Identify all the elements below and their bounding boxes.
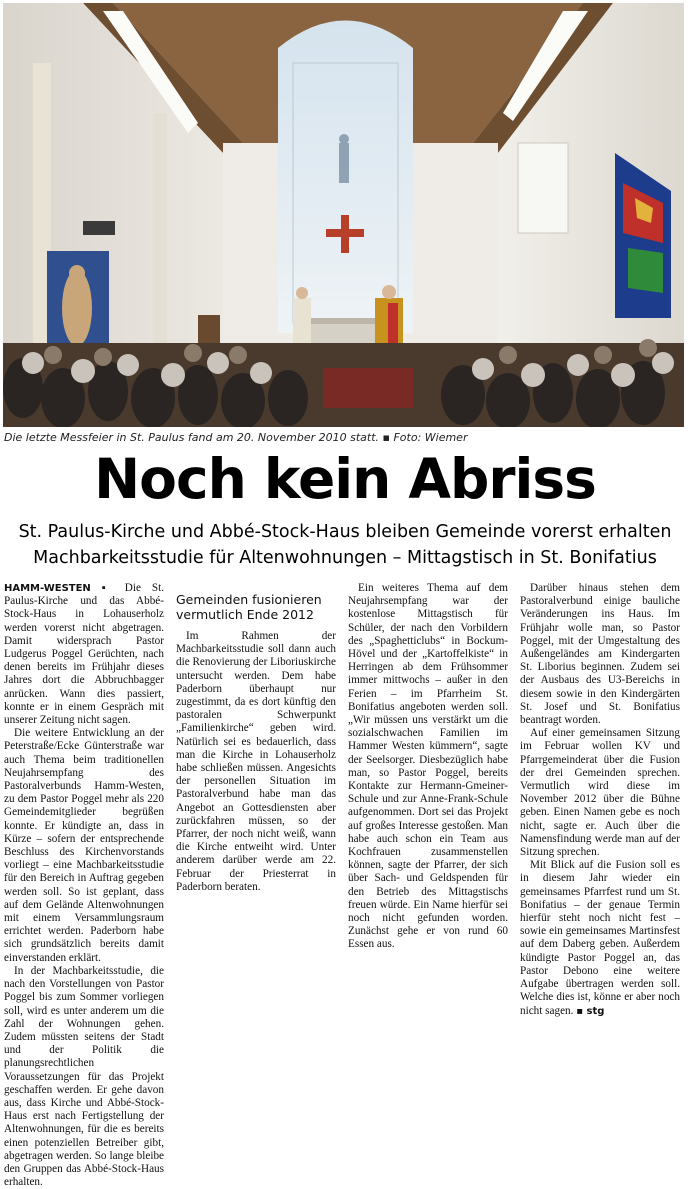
article-paragraph: Im Rahmen der Machbarkeitsstudie soll dann auch die Renovierung der Liboriuskirche untersucht werden. Dem habe Paderborn überhaupt nur zugestimmt, da es dort künftig den pastoralen Schwerpunkt „Familienkirche“ geben wird. Natürlich sei es bedauerlich, dass man die Kirche in Lohauserholz habe schließen müssen. Angesichts der personellen Situation im Pastoralverbund habe man das Angebot an Gottesdiensten aber zurückfahren müssen, so der Pfarrer, der noch nicht weiß, wann die Kirche entweiht wird. Unter anderem darüber werde am 22. Februar der Priesterrat in Paderborn beraten. — [176, 630, 336, 893]
article-paragraph: Ein weiteres Thema auf dem Neujahrsempfang war der kostenlose Mittagstisch für Schüler, der nach den Vorbildern des „Spaghetticlubs“ in Bockum-Hövel und der „Kartoffelkiste“ in Herringen ab dem Frühsommer immer mittwochs – außer in den Ferien – im Pfarrheim St. Bonifatius angeboten werden soll. „Wir müssen uns verstärkt um die sozialschwachen Familien im Hammer Westen kümmern“, sagte der Seelsorger. Diesbezüglich habe man, so Pastor Poggel, bereits Kontakte zur Hermann-Gmeiner-Schule und zur Anne-Frank-Schule aufgenommen. Dort sei das Projekt auf großes Interesse gestoßen. Man habe auch schon ein Team aus Kochfrauen zusammenstellen können, sagte der Pfarrer, der sich über Sach- und Geldspenden für den Betrieb des Mittagstischs freuen würde. Ein Name hierfür sei noch nicht gefunden worden. Zunächst gehe er von rund 60 Essen aus. — [348, 582, 508, 951]
dateline: HAMM-WESTEN — [4, 583, 91, 594]
headline: Noch kein Abriss — [94, 447, 596, 511]
article-paragraph: In der Machbarkeitsstudie, die nach den Vorstellungen von Pastor Poggel bis zum Sommer vorliegen soll, wird es unter anderem um die Zahl der Wohnungen gehen. Zudem müssten seitens der Stadt und der Politik die planungsrechtlichen Voraussetzungen für das Projekt geschaffen werden. Er gehe davon aus, dass Kirche und Abbé-Stock-Haus erst nach Fertigstellung der Altenwohnungen, für die es bereits einen potenziellen Betreiber gibt, abgetragen werden. So lange bleibe den Gruppen das Abbé-Stock-Haus erhalten. — [4, 964, 164, 1189]
article-paragraph: Auf einer gemeinsamen Sitzung im Februar wollen KV und Pfarrgemeinderat über die Fusion der drei Gemeinden sprechen. Vermutlich wird diese im November 2012 über die Bühne geben. Einen Namen gebe es noch nicht, sagte er. Auch über die Namensfindung werde man auf der Sitzung sprechen. — [520, 727, 680, 859]
paragraph-text: Mit Blick auf die Fusion soll es in diesem Jahr wieder ein gemeinsames Pfarrfest rund um St. Bonifatius – der genaue Termin hierfür steht noch nicht fest – sowie ein gemeinsames Martinsfest auf dem Daberg geben. Außerdem kündigte Pastor Poggel an, das Pastor Debono eine weitere Aufgabe übertragen werden soll. Welche dies ist, könne er aber noch nicht sagen. — [520, 859, 680, 1017]
author-signature: ▪ stg — [576, 1005, 605, 1017]
lead-text: ▪ Die St. Paulus-Kirche und das Abbé-Stock-Haus in Lohauserholz werden vorerst nicht abgetragen. Damit widersprach Pastor Ludgerus Poggel Gerüchten, nach denen bereits im Frühjahr dieses Jahres dort die Abbruchbagger anrücken. Wann dies passiert, konnte er in einem Gespräch mit unserer Zeitung nicht sagen. — [4, 582, 164, 727]
article-paragraph: Die weitere Entwicklung an der Peterstraße/Ecke Günterstraße war auch Thema beim traditionellen Neujahrsempfang des Pastoralverbunds Hamm-Westen, zu dem Pastor Poggel mehr als 220 Gemeindemitglieder begrüßen konnte. Er kündigte an, dass in Kürze – sofern der entsprechende Beschluss des Kirchenvorstands vorliegt – eine Machbarkeitsstudie für den Bereich in Auftrag gegeben werden soll. So ist geplant, dass auf dem Gelände Altenwohnungen mit einem Versammlungsraum errichtet werden. Paderborn habe sich grundsätzlich bereits damit einverstanden erklärt. — [4, 727, 164, 964]
article-column-2 — [176, 582, 336, 894]
intertitle: Gemeinden fusionieren vermutlich Ende 2012 — [176, 592, 322, 622]
article-column-3 — [348, 582, 508, 952]
article-column-4 — [520, 582, 680, 1018]
article-paragraph — [4, 582, 164, 727]
subheadline-2: Machbarkeitsstudie für Altenwohnungen – Mittagstisch in St. Bonifatius — [33, 548, 657, 568]
subheadline-1: St. Paulus-Kirche und Abbé-Stock-Haus bleiben Gemeinde vorerst erhalten — [18, 522, 672, 542]
photo-caption: Die letzte Messfeier in St. Paulus fand am 20. November 2010 statt. ▪ Foto: Wiemer — [4, 431, 468, 444]
article-column-1 — [4, 582, 164, 1189]
article-paragraph: Darüber hinaus stehen dem Pastoralverbund einige bauliche Veränderungen ins Haus. Im Frühjahr wolle man, so Pastor Poggel, mit der Umgestaltung des Außengeländes am Kindergarten St. Liborius beginnen. Zudem sei der Ausbaus des U3-Bereichs in diesem sowie in den Kindergärten St. Josef und St. Bonifatius beantragt worden. — [520, 582, 680, 727]
church-photo — [3, 3, 684, 427]
article-paragraph — [520, 859, 680, 1017]
